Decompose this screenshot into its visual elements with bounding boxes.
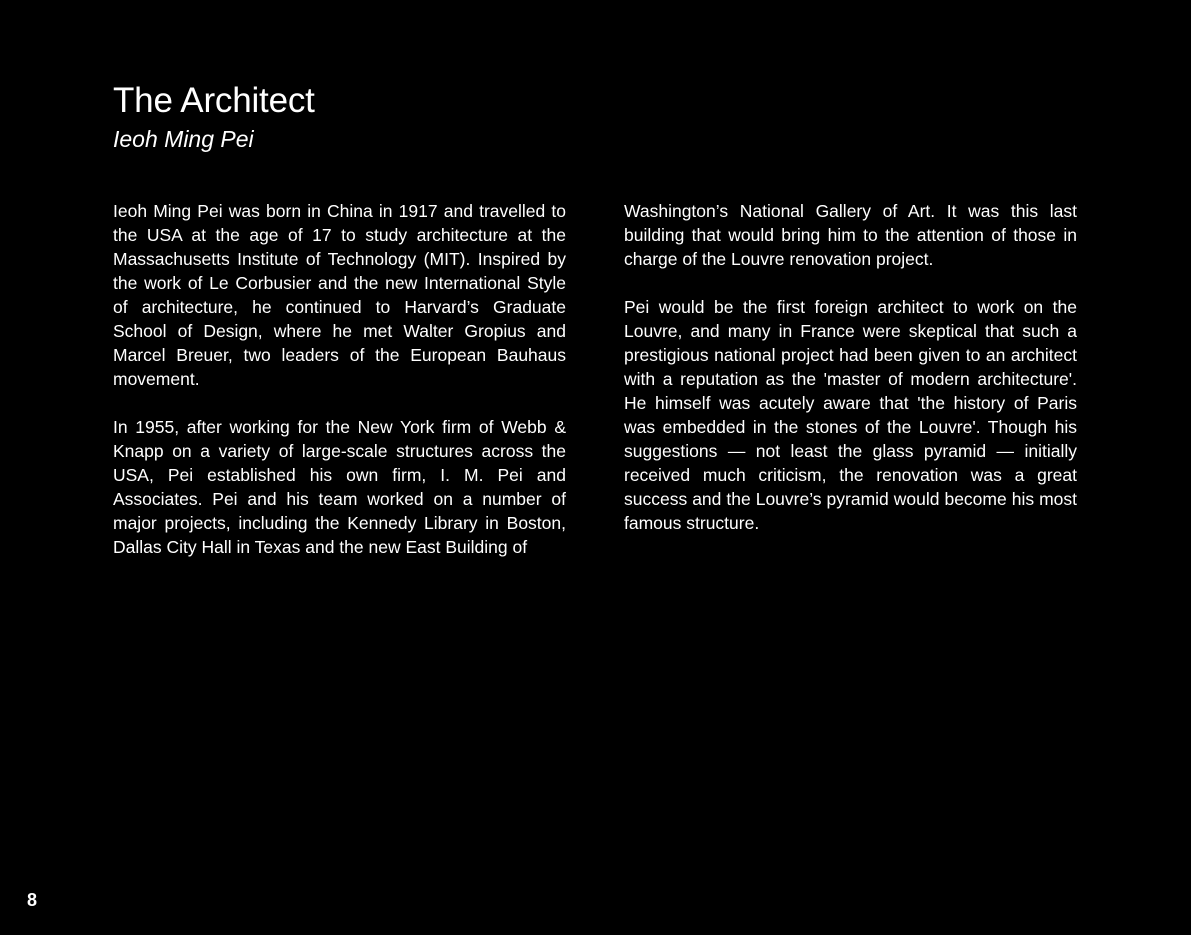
body-paragraph: Washington’s National Gallery of Art. It was this last building that would bring him to the attention of those in charge of the Louvre renovation project. — [624, 201, 1077, 269]
body-paragraph: In 1955, after working for the New York firm of Webb & Knapp on a variety of large-scale structures across the USA, Pei established his own firm, I. M. Pei and Associates. Pei and his team worked on a number of major projects, including the Kennedy Library in Boston, Dallas City Hall in Texas and the new East Building of — [113, 417, 566, 557]
page-subtitle: Ieoh Ming Pei — [113, 126, 254, 152]
left-column — [113, 199, 566, 583]
right-column — [624, 199, 1077, 559]
body-paragraph: Ieoh Ming Pei was born in China in 1917 and travelled to the USA at the age of 17 to study architecture at the Massachusetts Institute of Technology (MIT). Inspired by the work of Le Corbusier and the new International Style of architecture, he continued to Harvard’s Graduate School of Design, where he met Walter Gropius and Marcel Breuer, two leaders of the European Bauhaus movement. — [113, 201, 566, 389]
page-number: 8 — [27, 890, 38, 910]
page-title: The Architect — [113, 81, 315, 120]
body-paragraph: Pei would be the first foreign architect to work on the Louvre, and many in France were skeptical that such a prestigious national project had been given to an architect with a reputation as the 'master of modern architecture'. He himself was acutely aware that 'the history of Paris was embedded in the stones of the Louvre'. Though his suggestions — not least the glass pyramid — initially received much criticism, the renovation was a great success and the Louvre’s pyramid would become his most famous structure. — [624, 297, 1077, 533]
